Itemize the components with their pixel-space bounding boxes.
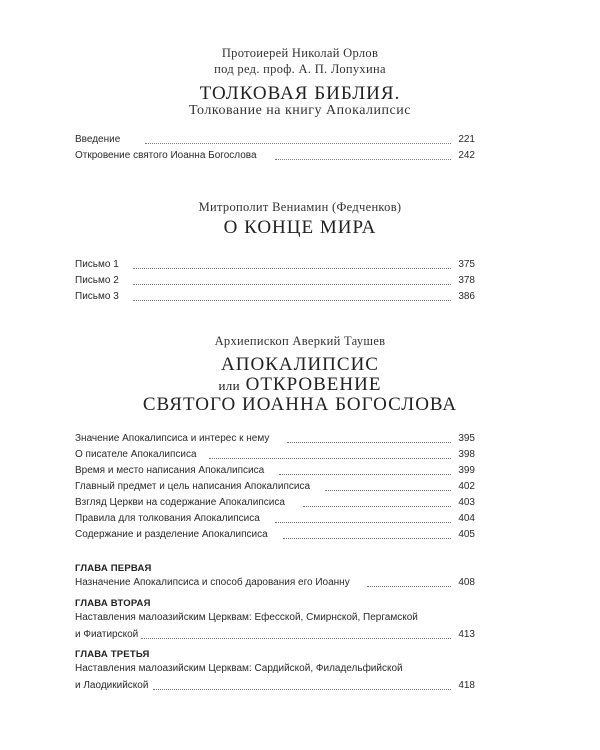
toc-entry[interactable] xyxy=(75,575,475,591)
leader-dots xyxy=(153,689,451,690)
toc-entry[interactable] xyxy=(75,495,475,511)
toc-entry-label: и Лаодикийской xyxy=(75,680,149,691)
chapter-heading: ГЛАВА ПЕРВАЯ xyxy=(75,563,152,574)
toc-entry[interactable] xyxy=(75,289,475,305)
toc-entry-page: 375 xyxy=(458,259,475,270)
toc-entry-label: Значение Апокалипсиса и интерес к нему xyxy=(75,433,270,444)
section1-author-line2: под ред. проф. А. П. Лопухина xyxy=(214,62,386,76)
section1-title: ТОЛКОВАЯ БИБЛИЯ. xyxy=(199,83,401,104)
section2-author: Митрополит Вениамин (Федченков) xyxy=(198,200,402,214)
leader-dots xyxy=(303,506,451,507)
toc-entry-page: 408 xyxy=(458,577,475,588)
toc-entry-page: 405 xyxy=(458,529,475,540)
toc-entry[interactable] xyxy=(75,463,475,479)
toc-entry-page: 395 xyxy=(458,433,475,444)
leader-dots xyxy=(275,159,451,160)
leader-dots xyxy=(133,268,451,269)
toc-entry-label: Письмо 1 xyxy=(75,259,119,270)
chapter-heading: ГЛАВА ТРЕТЬЯ xyxy=(75,649,150,660)
toc-entry-page: 403 xyxy=(458,497,475,508)
toc-entry-label: Содержание и разделение Апокалипсиса xyxy=(75,529,268,540)
toc-entry[interactable] xyxy=(75,431,475,447)
toc-entry-label-line: Наставления малоазийским Церквам: Ефесской, Смирнской, Пергамской xyxy=(75,612,418,623)
toc-entry-page: 418 xyxy=(458,680,475,691)
section3-author: Архиепископ Аверкий Таушев xyxy=(214,334,386,348)
toc-entry[interactable] xyxy=(75,511,475,527)
toc-entry-label: Время и место написания Апокалипсиса xyxy=(75,465,265,476)
toc-entry[interactable] xyxy=(75,527,475,543)
section1-author-line1: Протоиерей Николай Орлов xyxy=(221,46,379,60)
leader-dots xyxy=(275,522,451,523)
toc-entry-label: О писателе Апокалипсиса xyxy=(75,449,197,460)
toc-entry-label: Введение xyxy=(75,134,121,145)
chapter-heading: ГЛАВА ВТОРАЯ xyxy=(75,598,151,609)
toc-entry[interactable] xyxy=(75,257,475,273)
toc-entry-page: 386 xyxy=(458,291,475,302)
leader-dots xyxy=(279,474,451,475)
toc-entry[interactable] xyxy=(75,148,475,164)
leader-dots xyxy=(325,490,451,491)
toc-entry[interactable] xyxy=(75,132,475,148)
toc-entry-page: 378 xyxy=(458,275,475,286)
leader-dots xyxy=(133,284,451,285)
leader-dots xyxy=(141,638,451,639)
section3-title-conjunction: или xyxy=(218,378,240,393)
section3-title-line1: АПОКАЛИПСИС xyxy=(221,354,379,375)
toc-entry-label: Назначение Апокалипсиса и способ дарования его Иоанну xyxy=(75,577,350,588)
leader-dots xyxy=(145,143,451,144)
toc-entry[interactable] xyxy=(75,627,475,643)
toc-entry-page: 398 xyxy=(458,449,475,460)
leader-dots xyxy=(287,442,451,443)
leader-dots xyxy=(283,538,451,539)
toc-entry[interactable] xyxy=(75,447,475,463)
section2-title: О КОНЦЕ МИРА xyxy=(223,217,377,238)
toc-entry-page: 242 xyxy=(458,150,475,161)
toc-entry[interactable] xyxy=(75,479,475,495)
leader-dots xyxy=(367,586,451,587)
toc-entry-label: Главный предмет и цель написания Апокалипсиса xyxy=(75,481,311,492)
toc-entry-page: 399 xyxy=(458,465,475,476)
toc-entry-label: Правила для толкования Апокалипсиса xyxy=(75,513,260,524)
toc-entry-label: Письмо 3 xyxy=(75,291,119,302)
section3-title-line3: СВЯТОГО ИОАННА БОГОСЛОВА xyxy=(142,394,458,415)
toc-entry-label: и Фиатирской xyxy=(75,629,139,640)
section1-subtitle: Толкование на книгу Апокалипсис xyxy=(189,103,411,118)
toc-entry-page: 402 xyxy=(458,481,475,492)
toc-entry[interactable] xyxy=(75,273,475,289)
leader-dots xyxy=(209,458,451,459)
leader-dots xyxy=(133,300,451,301)
toc-entry-page: 221 xyxy=(458,134,475,145)
section3-title-word: ОТКРОВЕНИЕ xyxy=(245,374,382,395)
toc-entry[interactable] xyxy=(75,678,475,694)
toc-entry-page: 413 xyxy=(458,629,475,640)
section3-title-line2 xyxy=(0,375,600,396)
toc-entry-label: Взгляд Церкви на содержание Апокалипсиса xyxy=(75,497,285,508)
toc-entry-page: 404 xyxy=(458,513,475,524)
toc-entry-label: Откровение святого Иоанна Богослова xyxy=(75,150,257,161)
toc-entry-label: Письмо 2 xyxy=(75,275,119,286)
toc-entry-label-line: Наставления малоазийским Церквам: Сардийской, Филадельфийской xyxy=(75,663,403,674)
